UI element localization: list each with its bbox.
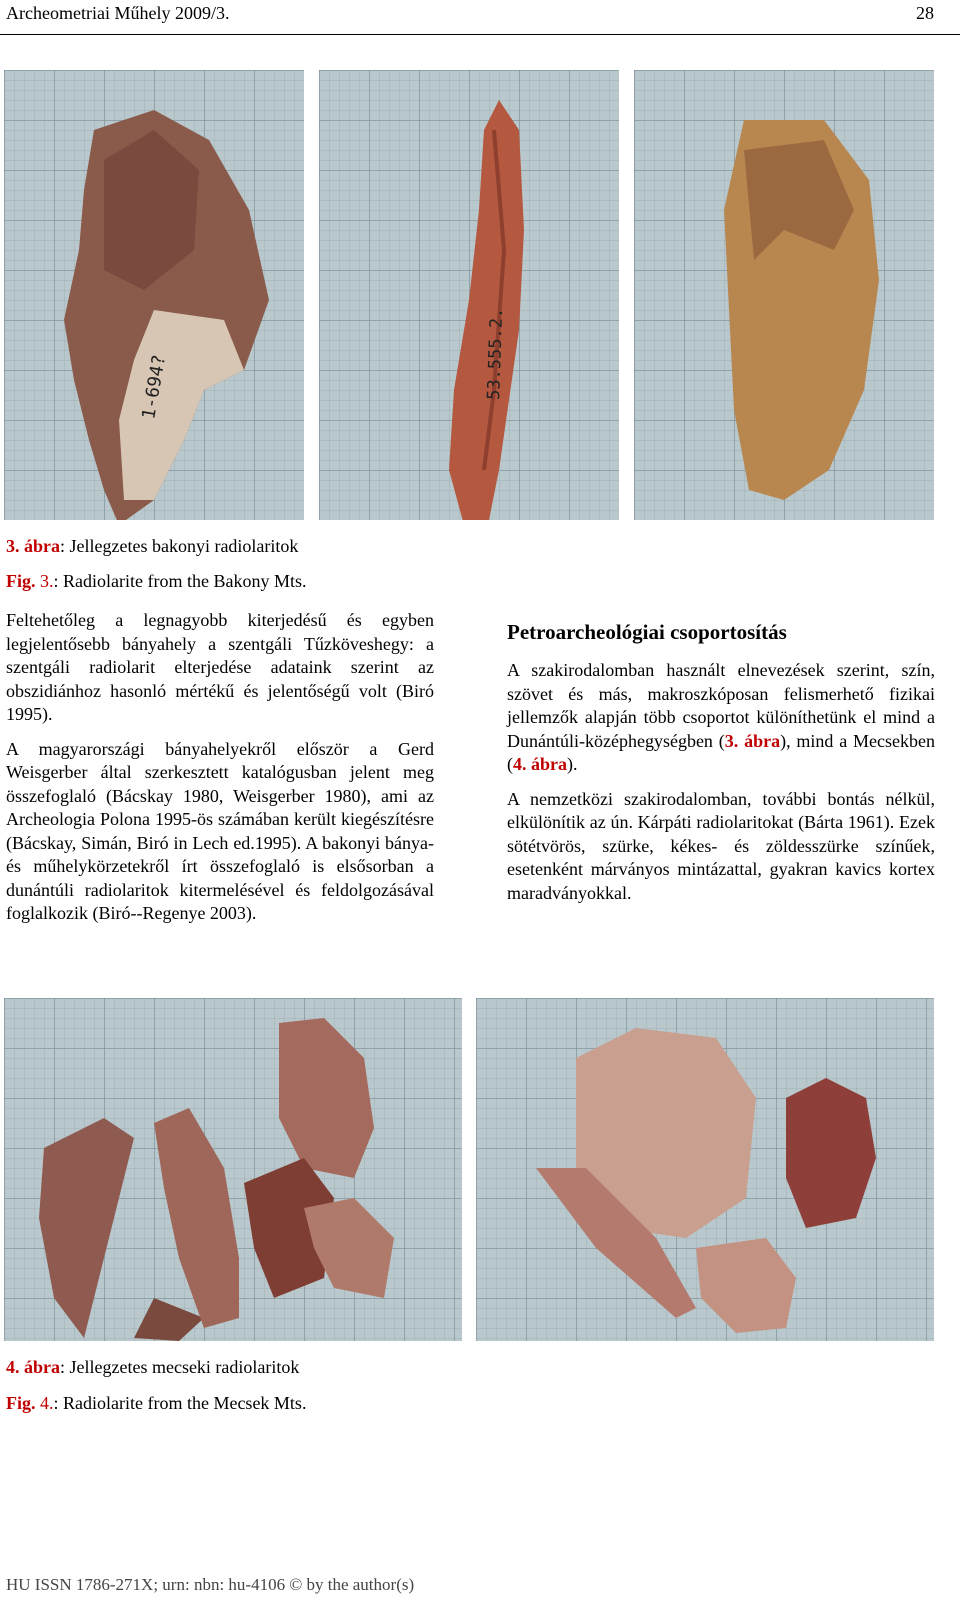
left-paragraph-1: Feltehetőleg a legnagyobb kiterjedésű és egyben legjelentősebb bányahely a szentgáli Tűzköveshegy: a szentgáli radiolarit elterjedése adataink szerint az obszidiánhoz hasonló mértékű és jelentőségű volt (Biró 1995). (6, 610, 434, 724)
figure3-caption-hu-text: : Jellegzetes bakonyi radiolaritok (60, 536, 299, 556)
right-paragraph-2: A nemzetközi szakirodalomban, további bontás nélkül, elkülönítik az ún. Kárpáti radiolaritokat (Bárta 1961). Ezek sötétvörös, szürke, kékes- és zöldesszürke színűek, esetenként márványos mintázattal, gyakran kavics kortex maradványokkal. (507, 788, 935, 903)
journal-title: Archeometriai Műhely 2009/3. (6, 3, 230, 23)
artifact-flake-3 (634, 70, 934, 520)
left-paragraph-2: A magyarországi bányahelyekről először a Gerd Weisgerber által szerkesztett katalógusban jelent meg összefoglaló (Bácskay 1980, Weisgerber 1980), ami az Archeologia Polona 1995-ös számában került kiegészítésre (Bácskay, Simán, Biró in Lech ed.1995). A bakonyi bánya- és műhelykörzetekről írt összefoglaló is elsősorban a dunántúli radiolaritok kitermelésével és feldolgozásával foglalkozik (Biró--Regenye 2003). (6, 738, 434, 923)
right-p1-part-a: A szakirodalomban használt elnevezések szerint, szín, szövet és más, makroszkóposan felismerhető fizikai jellemzők alapján több csoportot különíthetünk el mind a Dunántúli-középhegységben ( (507, 660, 935, 751)
artifact-label-2: 53.555.2. (484, 307, 508, 401)
figure4-number-hu: 4. ábra (6, 1357, 60, 1377)
figure3-caption-en (6, 570, 306, 592)
figure4-prefix-en: Fig. (6, 1393, 40, 1413)
figure3-caption-en-text: : Radiolarite from the Bakony Mts. (53, 571, 307, 591)
figure3-photo-1 (4, 70, 304, 520)
page-number: 28 (916, 3, 934, 23)
figure4-number-en: 4. (40, 1393, 54, 1413)
ref-figure4: 4. ábra (513, 754, 567, 774)
figure3-prefix-en: Fig. (6, 571, 40, 591)
left-column (6, 609, 434, 937)
ref-figure3: 3. ábra (724, 730, 781, 751)
artifact-label-1: 1-694? (138, 353, 171, 421)
figure3-caption-hu (6, 535, 298, 557)
right-column (507, 659, 935, 916)
figure4-caption-en-text: : Radiolarite from the Mecsek Mts. (53, 1393, 307, 1413)
figure4-photo-1 (4, 998, 462, 1341)
artifact-flake-1 (4, 70, 304, 520)
page-footer: HU ISSN 1786-271X; urn: nbn: hu-4106 © by the author(s) (6, 1575, 415, 1594)
figure3-photo-3 (634, 70, 934, 520)
artifact-blade-2 (319, 70, 619, 520)
page-header (0, 0, 960, 35)
artifact-group-1 (4, 998, 462, 1341)
figure3-photo-2 (319, 70, 619, 520)
figure4-caption-en (6, 1392, 306, 1414)
figure4-caption-hu (6, 1356, 299, 1378)
figure3-number-hu: 3. ábra (6, 536, 60, 556)
right-p1-part-c: ). (567, 754, 578, 774)
right-p1-part-b: ), mind a Mecsekben ( (507, 730, 936, 774)
right-paragraph-1 (507, 659, 935, 777)
artifact-group-2 (476, 998, 934, 1341)
figure3-number-en: 3. (40, 571, 54, 591)
section-heading: Petroarcheológiai csoportosítás (507, 620, 787, 644)
figure4-caption-hu-text: : Jellegzetes mecseki radiolaritok (60, 1357, 300, 1377)
figure4-photo-2 (476, 998, 934, 1341)
